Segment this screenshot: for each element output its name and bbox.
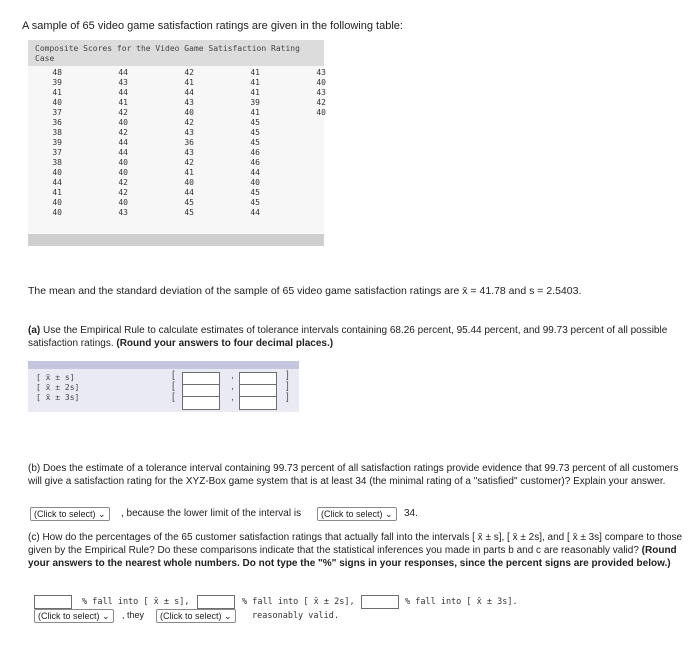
- table-cell: 40: [52, 208, 62, 217]
- comma-1: ,: [231, 370, 234, 381]
- fall-into-3-text: % fall into [ x̄ ± 3s].: [405, 597, 518, 607]
- table-cell: 40: [118, 168, 128, 177]
- table-cell: 42: [118, 188, 128, 197]
- table-cell: 38: [52, 128, 62, 137]
- part-b-select-1[interactable]: [30, 507, 110, 521]
- part-a-question: [28, 324, 692, 350]
- part-a-instruction: (Round your answers to four decimal places.): [116, 338, 334, 349]
- table-cell: 41: [250, 88, 260, 97]
- table-cell: 44: [118, 88, 128, 97]
- table-cell: 43: [184, 128, 194, 137]
- table-cell: 41: [250, 68, 260, 77]
- they-text: , they: [122, 610, 145, 620]
- table-cell: 40: [250, 178, 260, 187]
- part-c-instruction: (Round your answers to the nearest whole numbers. Do not type the "%" signs in your responses, since the percent signs are provided below.): [28, 545, 677, 569]
- table-cell: 40: [52, 98, 62, 107]
- part-c-select-2-label: (Click to select): [160, 611, 222, 621]
- open-bracket-3: [: [172, 392, 175, 403]
- table-cell: 44: [250, 208, 260, 217]
- table-cell: 41: [250, 78, 260, 87]
- table-cell: 39: [52, 78, 62, 87]
- table-cell: 41: [184, 78, 194, 87]
- chevron-down-icon: ⌄: [98, 509, 106, 519]
- table-cell: 45: [184, 198, 194, 207]
- table-case-label: Case: [35, 54, 55, 63]
- percent-2-input[interactable]: [197, 595, 235, 609]
- table-column: [174, 68, 194, 218]
- table-cell: 45: [250, 118, 260, 127]
- table-cell: 40: [316, 78, 326, 87]
- table-cell: 46: [250, 158, 260, 167]
- comma-2: ,: [231, 381, 234, 392]
- chevron-down-icon: ⌄: [224, 611, 232, 621]
- part-b-end-value: 34.: [404, 508, 418, 519]
- part-c-question: [28, 531, 692, 570]
- problem-intro: A sample of 65 video game satisfaction ratings are given in the following table:: [22, 20, 403, 32]
- table-cell: 43: [118, 78, 128, 87]
- table-cell: 44: [52, 178, 62, 187]
- table-caption: Composite Scores for the Video Game Satisfaction Rating: [35, 44, 300, 53]
- fall-into-2-text: % fall into [ x̄ ± 2s],: [242, 597, 355, 607]
- table-cell: 39: [250, 98, 260, 107]
- table-cell: 44: [118, 68, 128, 77]
- part-c-select-1[interactable]: [34, 609, 114, 623]
- table-cell: 40: [118, 118, 128, 127]
- part-c-select-1-label: (Click to select): [38, 611, 100, 621]
- part-c-select-2[interactable]: [156, 609, 236, 623]
- table-cell: 42: [118, 108, 128, 117]
- table-cell: 37: [52, 108, 62, 117]
- table-cell: 41: [184, 168, 194, 177]
- table-cell: 43: [316, 68, 326, 77]
- table-cell: 44: [118, 148, 128, 157]
- table-cell: 36: [184, 138, 194, 147]
- table-cell: 36: [52, 118, 62, 127]
- table-cell: 43: [118, 208, 128, 217]
- table-cell: 45: [184, 208, 194, 217]
- table-cell: 44: [250, 168, 260, 177]
- table-cell: 43: [184, 148, 194, 157]
- part-b-select-2-label: (Click to select): [321, 509, 383, 519]
- table-cell: 39: [52, 138, 62, 147]
- interval-label-3: [ x̄ ± 3s]: [36, 393, 80, 402]
- table-cell: 43: [316, 88, 326, 97]
- table-column: [42, 68, 62, 218]
- table-cell: 41: [52, 188, 62, 197]
- table-cell: 40: [52, 198, 62, 207]
- table-cell: 41: [250, 108, 260, 117]
- table-cell: 38: [52, 158, 62, 167]
- part-b-select-1-label: (Click to select): [34, 509, 96, 519]
- table-cell: 42: [184, 158, 194, 167]
- part-a-label: (a): [28, 325, 41, 336]
- interval-label-1: [ x̄ ± s]: [36, 373, 75, 382]
- table-cell: 42: [184, 118, 194, 127]
- table-cell: 44: [184, 188, 194, 197]
- table-cell: 42: [316, 98, 326, 107]
- chevron-down-icon: ⌄: [102, 611, 110, 621]
- part-b-mid-text: , because the lower limit of the interval is: [121, 508, 302, 519]
- table-cell: 48: [52, 68, 62, 77]
- table-cell: 40: [52, 168, 62, 177]
- table-column: [108, 68, 128, 218]
- part-c-answer-panel: [30, 593, 528, 624]
- close-bracket-1: ]: [286, 370, 289, 381]
- table-cell: 44: [184, 88, 194, 97]
- table-cell: 40: [184, 178, 194, 187]
- table-scrollbar[interactable]: [28, 234, 324, 246]
- comma-3: ,: [231, 392, 234, 403]
- table-cell: 45: [250, 128, 260, 137]
- table-column: [306, 68, 326, 118]
- table-cell: 45: [250, 138, 260, 147]
- panel-header: [28, 361, 299, 369]
- open-bracket-2: [: [172, 381, 175, 392]
- table-cell: 40: [118, 158, 128, 167]
- part-b-question: (b) Does the estimate of a tolerance interval containing 99.73 percent of all satisfaction ratings provide evidence that 99.73 percent of all customers will give a satisfaction rating for the XYZ-Box game system that is at least 34 (the minimal rating of a "satisfied" customer)? Explain your answer.: [28, 463, 679, 487]
- table-cell: 46: [250, 148, 260, 157]
- lower-bound-3-input[interactable]: [182, 396, 220, 410]
- fall-into-1-text: % fall into [ x̄ ± s],: [82, 597, 190, 607]
- table-cell: 37: [52, 148, 62, 157]
- part-a-text: Use the Empirical Rule to calculate estimates of tolerance intervals containing 68.26 percent, 95.44 percent, and 99.73 percent of all possible satisfaction ratings.: [28, 325, 668, 349]
- table-cell: 42: [184, 68, 194, 77]
- close-bracket-2: ]: [286, 381, 289, 392]
- table-cell: 41: [52, 88, 62, 97]
- table-cell: 42: [118, 178, 128, 187]
- table-column: [240, 68, 260, 218]
- upper-bound-3-input[interactable]: [239, 396, 277, 410]
- table-cell: 45: [250, 198, 260, 207]
- ratings-table: [28, 40, 324, 246]
- table-cell: 41: [118, 98, 128, 107]
- table-cell: 40: [118, 198, 128, 207]
- percent-1-input[interactable]: [34, 595, 72, 609]
- table-cell: 45: [250, 188, 260, 197]
- table-cell: 44: [118, 138, 128, 147]
- chevron-down-icon: ⌄: [385, 509, 393, 519]
- reasonably-valid-text: reasonably valid.: [252, 611, 339, 621]
- part-b-select-2[interactable]: [317, 507, 397, 521]
- table-cell: 42: [118, 128, 128, 137]
- interval-label-2: [ x̄ ± 2s]: [36, 383, 80, 392]
- stats-text: The mean and the standard deviation of the sample of 65 video game satisfaction ratings are x̄ = 41.78 and s = 2.5403.: [28, 285, 582, 297]
- percent-3-input[interactable]: [361, 595, 399, 609]
- open-bracket-1: [: [172, 370, 175, 381]
- table-cell: 40: [184, 108, 194, 117]
- table-cell: 40: [316, 108, 326, 117]
- part-c-text: (c) How do the percentages of the 65 customer satisfaction ratings that actually fall into the intervals [ x̄ ± s], [ x̄ ± 2s], and [ x̄ ± 3s] compare to those given by the Empirical Rule? Do these comparisons indicate that the statistical inferences you made in parts b and c are reasonably valid?: [28, 532, 682, 556]
- close-bracket-3: ]: [286, 392, 289, 403]
- part-a-answer-panel: [28, 361, 299, 412]
- table-cell: 43: [184, 98, 194, 107]
